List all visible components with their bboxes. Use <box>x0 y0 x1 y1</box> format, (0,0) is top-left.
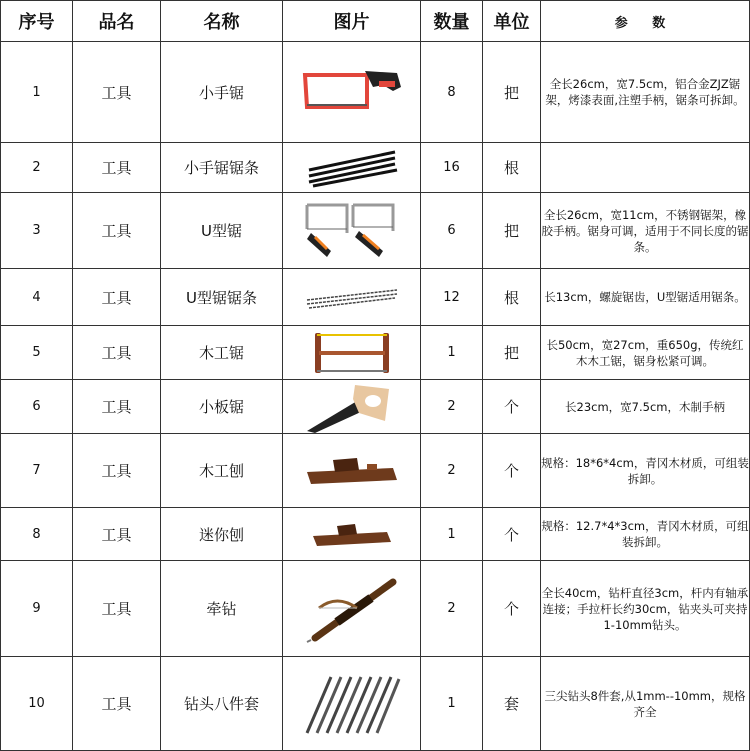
table-row <box>1 508 750 561</box>
panel-saw-image <box>297 381 407 433</box>
row-params: 三尖钻头8件套,从1mm--10mm，规格齐全 <box>541 657 750 751</box>
table-row <box>1 269 750 326</box>
row-quantity: 2 <box>421 561 483 657</box>
bow-drill-image <box>297 574 407 644</box>
row-params: 规格：18*6*4cm，青冈木材质，可组装拆卸。 <box>541 434 750 508</box>
row-unit: 把 <box>483 193 541 269</box>
header-category: 品名 <box>73 1 161 42</box>
hacksaw-blades-image <box>297 148 407 188</box>
table-row <box>1 193 750 269</box>
row-index: 7 <box>1 434 73 508</box>
row-quantity: 1 <box>421 326 483 380</box>
row-params <box>541 143 750 193</box>
row-index: 1 <box>1 42 73 143</box>
row-name: 迷你刨 <box>161 508 283 561</box>
drill-bits-image <box>297 671 407 737</box>
row-quantity: 16 <box>421 143 483 193</box>
row-params: 长50cm，宽27cm，重650g，传统红木木工锯，锯身松紧可调。 <box>541 326 750 380</box>
row-category: 工具 <box>73 380 161 434</box>
row-index: 2 <box>1 143 73 193</box>
mini-plane-image <box>297 514 407 554</box>
header-name: 名称 <box>161 1 283 42</box>
coping-saw-blades-image <box>297 282 407 312</box>
row-params: 长23cm，宽7.5cm，木制手柄 <box>541 380 750 434</box>
table-row <box>1 561 750 657</box>
table-header <box>1 1 750 42</box>
row-index: 9 <box>1 561 73 657</box>
row-index: 8 <box>1 508 73 561</box>
table-row <box>1 143 750 193</box>
row-quantity: 1 <box>421 657 483 751</box>
wood-plane-image <box>297 446 407 496</box>
row-index: 4 <box>1 269 73 326</box>
row-unit: 套 <box>483 657 541 751</box>
row-name: 小板锯 <box>161 380 283 434</box>
row-params: 全长26cm，宽11cm，不锈钢锯架，橡胶手柄。锯身可调，适用于不同长度的锯条。 <box>541 193 750 269</box>
row-index: 3 <box>1 193 73 269</box>
row-unit: 个 <box>483 380 541 434</box>
row-category: 工具 <box>73 434 161 508</box>
table-row <box>1 42 750 143</box>
row-name: 木工刨 <box>161 434 283 508</box>
row-unit: 把 <box>483 42 541 143</box>
row-quantity: 2 <box>421 434 483 508</box>
row-index: 5 <box>1 326 73 380</box>
row-quantity: 6 <box>421 193 483 269</box>
row-category: 工具 <box>73 326 161 380</box>
header-image: 图片 <box>283 1 421 42</box>
frame-saw-image <box>297 329 407 377</box>
table-row <box>1 380 750 434</box>
row-unit: 个 <box>483 508 541 561</box>
header-quantity: 数量 <box>421 1 483 42</box>
row-category: 工具 <box>73 508 161 561</box>
header-index: 序号 <box>1 1 73 42</box>
row-params: 长13cm，螺旋锯齿，U型锯适用锯条。 <box>541 269 750 326</box>
header-unit: 单位 <box>483 1 541 42</box>
row-quantity: 12 <box>421 269 483 326</box>
row-unit: 把 <box>483 326 541 380</box>
table-row <box>1 326 750 380</box>
row-category: 工具 <box>73 42 161 143</box>
row-unit: 个 <box>483 561 541 657</box>
row-name: U型锯 <box>161 193 283 269</box>
row-category: 工具 <box>73 657 161 751</box>
row-unit: 根 <box>483 269 541 326</box>
row-category: 工具 <box>73 193 161 269</box>
table-row <box>1 657 750 751</box>
row-category: 工具 <box>73 269 161 326</box>
row-name: 小手锯锯条 <box>161 143 283 193</box>
row-category: 工具 <box>73 561 161 657</box>
row-name: U型锯锯条 <box>161 269 283 326</box>
row-name: 钻头八件套 <box>161 657 283 751</box>
row-category: 工具 <box>73 143 161 193</box>
table-row <box>1 434 750 508</box>
row-name: 木工锯 <box>161 326 283 380</box>
row-quantity: 1 <box>421 508 483 561</box>
row-index: 6 <box>1 380 73 434</box>
row-unit: 根 <box>483 143 541 193</box>
row-params: 全长26cm，宽7.5cm，铝合金ZJZ锯架，烤漆表面,注塑手柄，锯条可拆卸。 <box>541 42 750 143</box>
row-quantity: 8 <box>421 42 483 143</box>
hacksaw-image <box>297 67 407 117</box>
coping-saw-image <box>297 199 407 263</box>
row-params: 规格：12.7*4*3cm，青冈木材质，可组装拆卸。 <box>541 508 750 561</box>
row-params: 全长40cm，钻杆直径3cm，杆内有轴承连接；手拉杆长约30cm，钻夹头可夹持1-10mm钻头。 <box>541 561 750 657</box>
row-unit: 个 <box>483 434 541 508</box>
row-name: 小手锯 <box>161 42 283 143</box>
row-quantity: 2 <box>421 380 483 434</box>
header-params: 参 数 <box>541 1 750 42</box>
row-index: 10 <box>1 657 73 751</box>
row-name: 牵钻 <box>161 561 283 657</box>
